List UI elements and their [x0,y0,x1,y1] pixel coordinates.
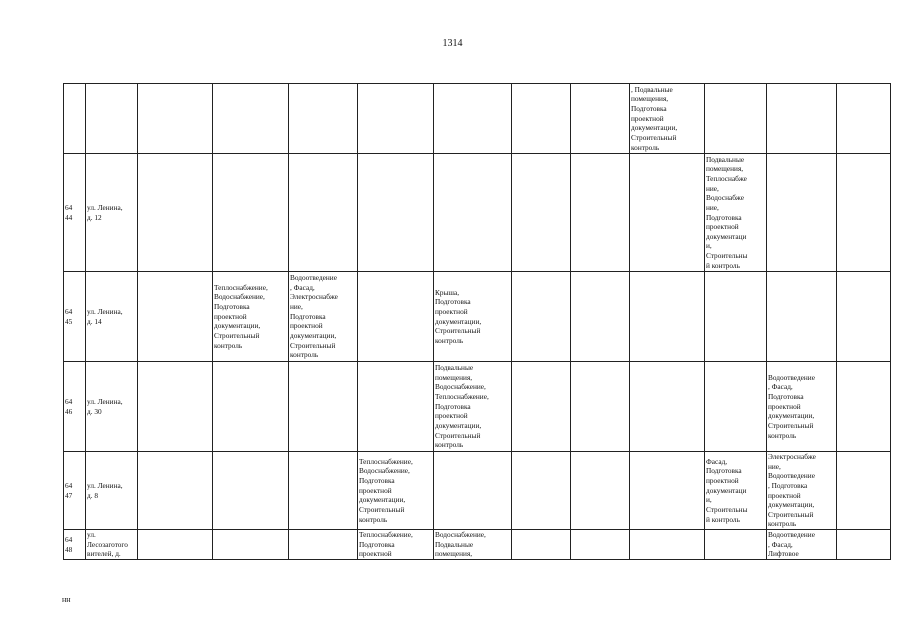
work-cell [138,154,213,272]
work-cell [213,452,289,530]
work-cell [767,272,837,362]
work-cell [289,362,358,452]
work-cell [434,362,512,452]
work-cell [138,84,213,154]
work-cell [705,362,767,452]
work-cell [289,452,358,530]
works-schedule-table [63,83,891,560]
work-cell [434,154,512,272]
row-number-cell [64,530,86,560]
work-cell-text: Фасад, Подготовка проектной документаци и, Строительны й контроль [706,456,748,524]
work-cell [571,272,630,362]
work-cell [630,84,705,154]
work-cell [213,530,289,560]
work-cell [705,84,767,154]
work-cell [767,530,837,560]
work-cell [138,452,213,530]
address-cell [86,452,138,530]
work-cell [837,154,891,272]
table-row [64,530,891,560]
work-cell [289,530,358,560]
work-cell [767,84,837,154]
work-cell [289,154,358,272]
work-cell [138,272,213,362]
work-cell [213,154,289,272]
work-cell [837,272,891,362]
work-cell [767,154,837,272]
work-cell [358,530,434,560]
work-cell [512,452,571,530]
work-cell [837,84,891,154]
address-cell-text: ул. Ленина, д. 14 [87,306,123,326]
work-cell [630,452,705,530]
work-cell-text: Крыша, Подготовка проектной документации, Строительный контроль [435,287,482,345]
work-cell [571,530,630,560]
work-cell-text: Теплоснабжение, Водоснабжение, Подготовка проектной документации, Строительный контроль [359,456,413,524]
row-number-cell [64,154,86,272]
row-number-cell-text: 64 47 [65,480,73,500]
work-cell [512,84,571,154]
work-cell-text: Водоотведение , Фасад, Электроснабже ние, Подготовка проектной документации, Строительный контроль [290,273,338,360]
table-row [64,362,891,452]
table-row [64,154,891,272]
work-cell [512,272,571,362]
row-number-cell-text: 64 45 [65,306,73,326]
work-cell [705,530,767,560]
address-cell [86,84,138,154]
work-cell-text: Теплоснабжение, Водоснабжение, Подготовка проектной документации, Строительный контроль [214,282,268,350]
row-number-cell-text: 64 44 [65,202,73,222]
work-cell [767,362,837,452]
page-number: 1314 [442,38,463,49]
work-cell [512,530,571,560]
work-cell [571,362,630,452]
work-cell [138,530,213,560]
work-cell [358,452,434,530]
row-number-cell [64,272,86,362]
work-cell [512,362,571,452]
work-cell [358,84,434,154]
work-cell [358,272,434,362]
work-cell [837,452,891,530]
row-number-cell-text: 64 46 [65,396,73,416]
address-cell [86,272,138,362]
work-cell [213,362,289,452]
work-cell-text: Подвальные помещения, Теплоснабже ние, Водоснабже ние, Подготовка проектной документаци и, Строительны й контроль [706,154,748,270]
work-cell [705,154,767,272]
work-cell-text: Водоснабжение, Подвальные помещения, [435,530,486,559]
work-cell [358,154,434,272]
row-number-cell [64,362,86,452]
address-cell-text: ул. Ленина, д. 30 [87,396,123,416]
work-cell [289,272,358,362]
work-cell [630,530,705,560]
work-cell-text: Водоотведение , Фасад, Подготовка проектной документации, Строительный контроль [768,372,815,440]
work-cell [571,452,630,530]
work-cell [213,84,289,154]
work-cell [289,84,358,154]
work-cell [434,84,512,154]
work-cell [837,362,891,452]
work-cell [434,530,512,560]
work-cell [630,362,705,452]
work-cell [434,452,512,530]
table-row [64,84,891,154]
work-cell [705,452,767,530]
row-number-cell [64,84,86,154]
work-cell [213,272,289,362]
work-cell [705,272,767,362]
row-number-cell [64,452,86,530]
address-cell-text: ул. Ленина, д. 12 [87,202,123,222]
row-number-cell-text: 64 48 [65,534,73,554]
work-cell [434,272,512,362]
table-row [64,272,891,362]
work-cell-text: Электроснабже ние, Водоотведение , Подготовка проектной документации, Строительный контроль [768,452,816,529]
work-cell [630,154,705,272]
work-cell [138,362,213,452]
work-cell [512,154,571,272]
work-cell-text: , Подвальные помещения, Подготовка проектной документации, Строительный контроль [631,84,678,152]
address-cell-text: ул. Лесозаготого вителей, д. [87,530,128,559]
work-cell [630,272,705,362]
address-cell [86,362,138,452]
work-cell [767,452,837,530]
work-cell-text: Теплоснабжение, Подготовка проектной [359,530,413,559]
work-cell [571,154,630,272]
work-cell-text: Водоотведение , Фасад, Лифтовое [768,530,815,559]
work-cell [571,84,630,154]
work-cell [837,530,891,560]
address-cell [86,154,138,272]
table-row [64,452,891,530]
address-cell-text: ул. Ленина, д. 8 [87,480,123,500]
address-cell [86,530,138,560]
footer-mark: нн [62,595,71,604]
work-cell [358,362,434,452]
work-cell-text: Подвальные помещения, Водоснабжение, Теплоснабжение, Подготовка проектной документации, Строительный контроль [435,363,489,450]
